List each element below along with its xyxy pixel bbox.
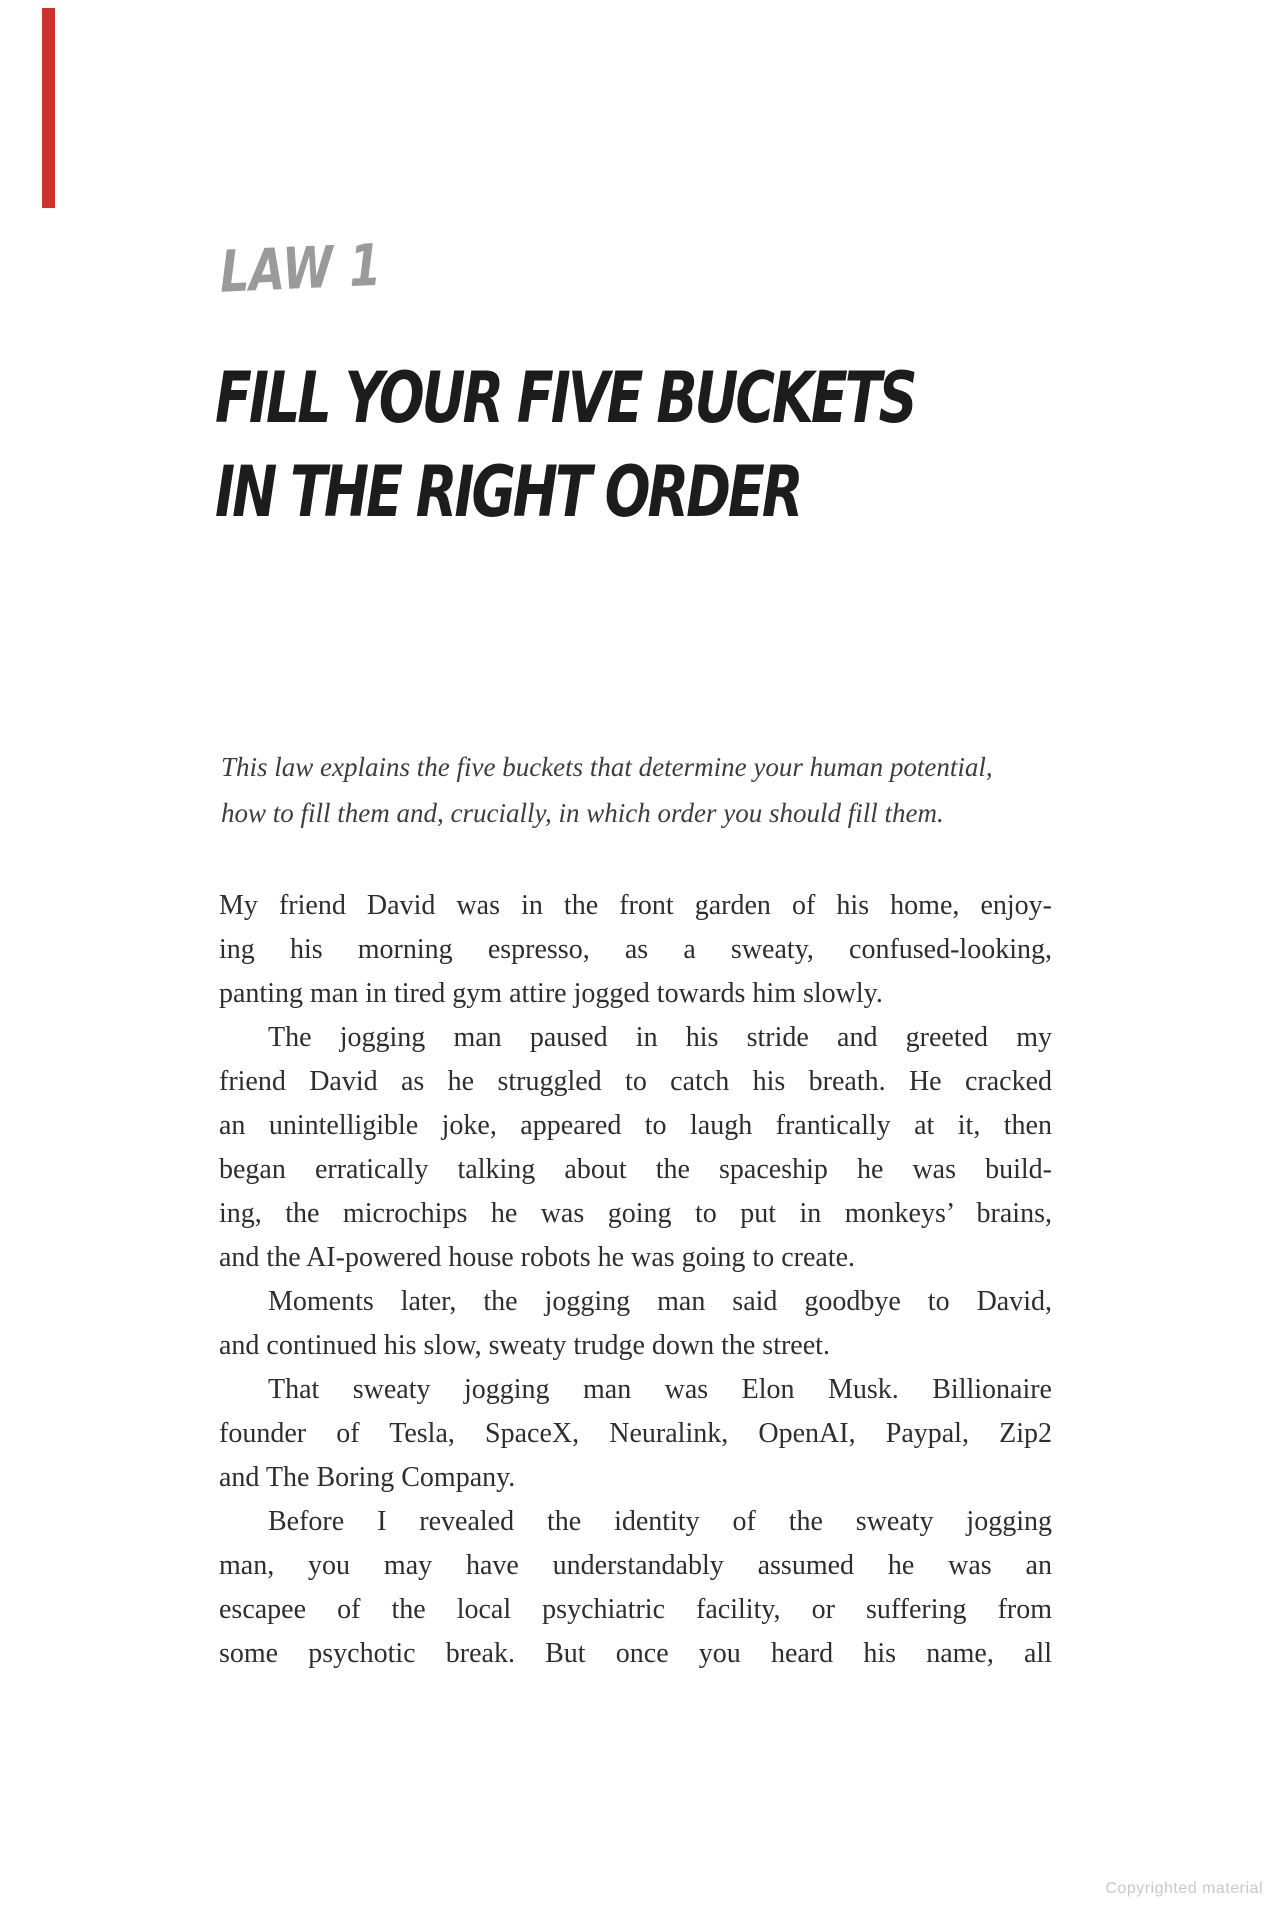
text-line: some psychotic break. But once you heard his name, all [219,1638,1052,1669]
law-number-label: LAW 1 [219,230,382,306]
text-line: founder of Tesla, SpaceX, Neuralink, OpenAI, Paypal, Zip2 [219,1418,1052,1449]
text-line: escapee of the local psychiatric facility, or suffering from [219,1594,1052,1625]
text-line: man, you may have understandably assumed he was an [219,1550,1052,1581]
text-line: That sweaty jogging man was Elon Musk. Billionaire [268,1374,1052,1405]
text-line: panting man in tired gym attire jogged towards him slowly. [219,978,883,1009]
text-line: and continued his slow, sweaty trudge down the street. [219,1330,830,1361]
summary-line: how to fill them and, crucially, in which order you should fill them. [221,798,944,828]
chapter-title-line-2: IN THE RIGHT ORDER [215,450,801,533]
chapter-title-line-1: FILL YOUR FIVE BUCKETS [215,357,915,440]
text-line: friend David as he struggled to catch his breath. He cracked [219,1066,1052,1097]
text-line: ing, the microchips he was going to put in monkeys’ brains, [219,1198,1052,1229]
summary-line: This law explains the five buckets that determine your human potential, [221,752,993,782]
text-line: began erratically talking about the spaceship he was build- [219,1154,1052,1185]
chapter-summary [221,744,1057,836]
text-line: and the AI-powered house robots he was going to create. [219,1242,856,1273]
text-line: My friend David was in the front garden of his home, enjoy- [219,890,1052,921]
text-line: and The Boring Company. [219,1462,516,1493]
text-line: Before I revealed the identity of the sweaty jogging [268,1506,1052,1537]
red-bookmark-bar [42,8,55,208]
text-line: an unintelligible joke, appeared to laugh frantically at it, then [219,1110,1052,1141]
text-line: ing his morning espresso, as a sweaty, confused-looking, [219,934,1052,965]
copyright-notice: Copyrighted material [1105,1880,1263,1897]
chapter-title [215,352,914,539]
text-line: Moments later, the jogging man said goodbye to David, [268,1286,1052,1317]
body-text [219,884,1052,1676]
text-line: The jogging man paused in his stride and greeted my [268,1022,1052,1053]
